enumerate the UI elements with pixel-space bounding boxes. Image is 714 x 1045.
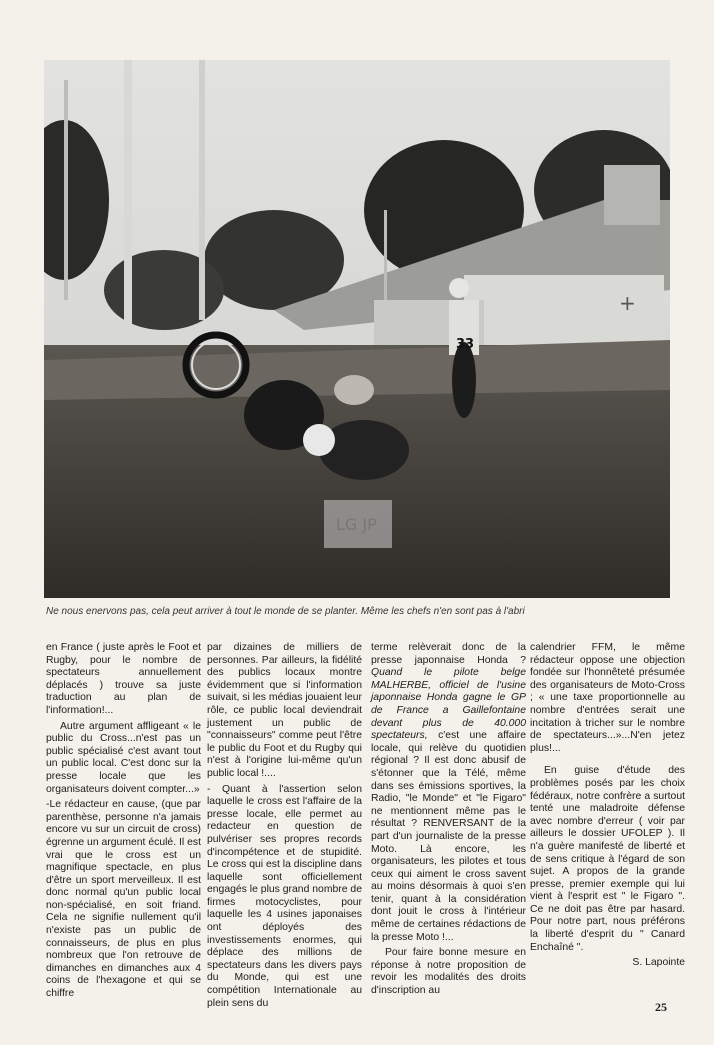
paragraph: En guise d'étude des problèmes posés par les choix fédéraux, notre confrère a surtout tenté une maladroite défense avec nombre d'erreur ( voir par ailleurs le dossier UFOLEP ). Il n'a guère manifesté de liberté et de sens critique à l'égard de son sujet. A propos de la grande presse, premier exemple qui lui vient à l'esprit est " le Figaro ". Ce ne doit pas être par hasard. Pour notre part, nous préférons la liberté d'esprit du " Canard Enchaîné ". [530,765,685,953]
paragraph: Pour faire bonne mesure en réponse à notre proposition de revoir les modalités des droits d'inscription au [371,947,526,997]
photo-caption: Ne nous enervons pas, cela peut arriver à tout le monde de se planter. Même les chefs n'en sont pas à l'abri [46,606,525,617]
author-signature: S. Lapointe [632,957,685,969]
paragraph [371,642,526,944]
page-number: 25 [655,1000,667,1014]
paragraph: en France ( juste après le Foot et Rugby, pour le nombre de spectateurs annuellement déplacés ) trouve sa juste traduction au plan de l'information!... [46,642,201,716]
watermark-lgjp: LG JP [336,515,377,534]
text-column-3 [371,642,526,1001]
paragraph: par dizaines de milliers de personnes. Par ailleurs, la fidélité des publics locaux montre évidemment que si l'information suivait, si les médias jouaient leur rôle, ce public local deviendrait justement un public de "connaisseurs" comme peut l'être le public du Foot et du Rugby qui n'est à l'origine lui-même qu'un public local !.... [207,642,362,779]
text-column-2 [207,642,362,1013]
motocross-photo [44,60,670,598]
text-run: c'est une affaire locale, qui relève du quotidien régional ? Il est donc abusif de s'étonner que la Télé, même dans ses émissions sportives, la Radio, "le Monde" et "le Figaro" ne mentionnent même pas le résultat ? RENVERSANT de la part d'un journaliste de la presse Moto. Là encore, les organisateurs, les pilotes et tous ceux qui aiment le cross savent au moins désormais à quoi s'en tenir, quant à la considération dont jouit le cross à l'intérieur même de certaines rédactions de la presse Moto !... [371,730,527,943]
svg-text:33: 33 [456,337,475,352]
motocross-photo-icon [44,60,670,598]
text-column-4 [530,642,685,973]
paragraph: -Le rédacteur en cause, (que par parenthèse, personne n'a jamais encore vu sur un circuit de cross) égrenne un argument éculé. Il est vrai que le cross est un magnifique spectacle, en plus d'être un sport merveilleux. Il est donc normal qu'un public local non-spécialisé, en soit friand. Cela ne signifie nullement qu'il n'existe pas un public de connaisseurs, de plus en plus nombreux que l'on retrouve de dimanches en dimanches aux 4 coins de l'hexagone et qui se chiffre [46,799,201,1000]
text-run: terme relèverait donc de la presse japonnaise Honda ? [371,642,526,666]
paragraph: Autre argument affligeant « le public du Cross...n'est pas un public spécialisé c'est avant tout un public local. C'est donc sur la presse locale que les organisateurs doivent compter...» [46,720,201,795]
svg-text:+: + [619,291,636,315]
paragraph: calendrier FFM, le même rédacteur oppose une objection fondée sur l'honnêteté présumée des organisateurs de Moto-Cross ; « une taxe proportionnelle au nombre d'entrées serait une incitation à tricher sur le nombre de spectateurs...»...N'en jetez plus!... [530,642,685,754]
paragraph: - Quant à l'assertion selon laquelle le cross est l'affaire de la presse locale, elle permet au redacteur en question de pulvériser ses propres records d'incompétence et de stupidité. Le cross qui est la discipline dans laquelle sont officiellement engagés le plus grand nombre de firmes motocyclistes, pour laquelle les 4 usines japonaises ont déployés des investissements enormes, qui déplace des millions de spectateurs dans les divers pays du Monde, qui est une compétition Internationale au plein sens du [207,783,362,1009]
italic-text-run: Quand le pilote belge MALHERBE, officiel de l'usine japonnaise Honda gagne le GP de France a Gaillefontaine devant plus de 40.000 spectateurs, [371,667,526,742]
text-column-1 [46,642,201,1004]
